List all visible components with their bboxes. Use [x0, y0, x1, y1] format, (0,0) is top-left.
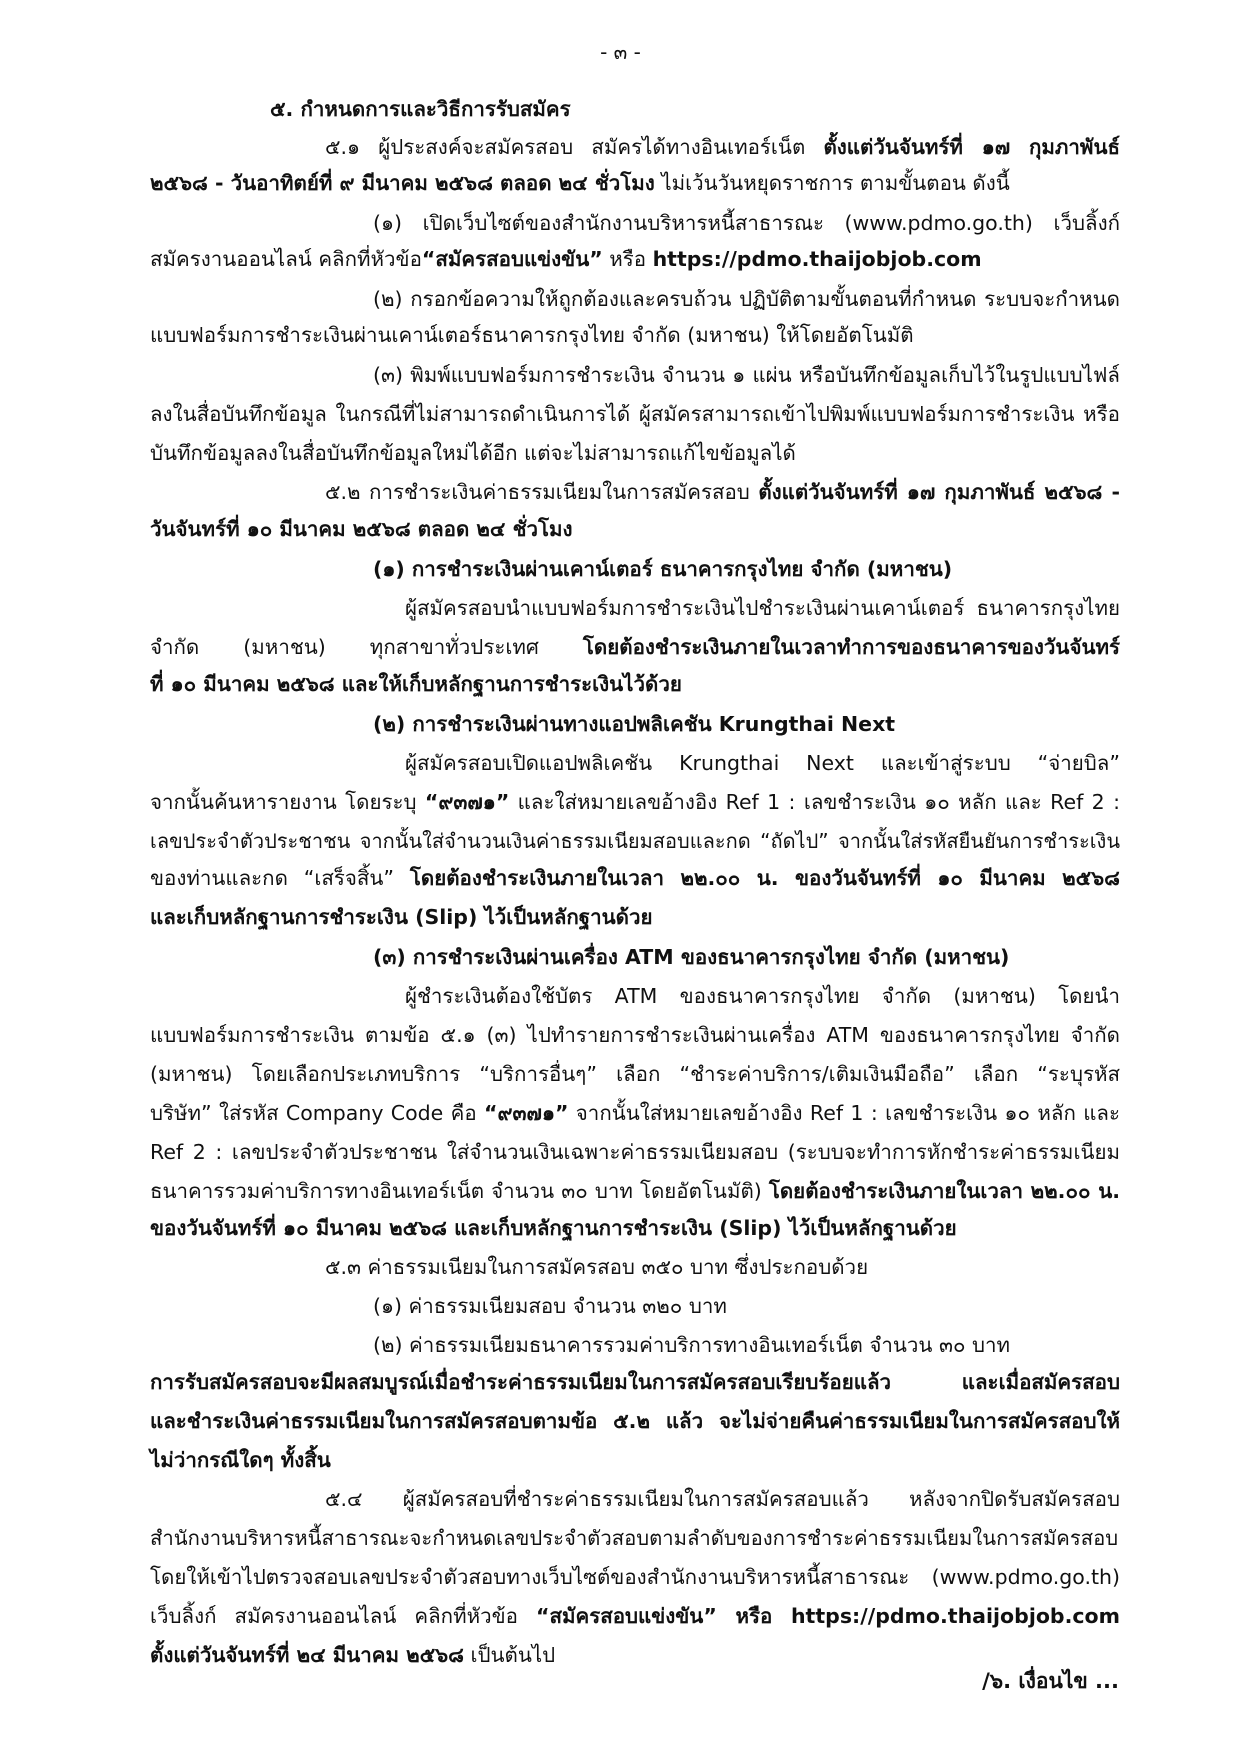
paragraph-line: ๕.๒ การชำระเงินค่าธรรมเนียมในการสมัครสอบ ตั้งแต่วันจันทร์ที่ ๑๗ กุมภาพันธ์ ๒๕๖๘ -	[325, 480, 1120, 504]
paragraph-line: แบบฟอร์มการชำระเงิน ตามข้อ ๕.๑ (๓) ไปทำรายการชำระเงินผ่านเครื่อง ATM ของธนาคารกรุงไทย จำกัด	[150, 1023, 1120, 1047]
paragraph-line: (มหาชน) โดยเลือกประเภทบริการ “บริการอื่นๆ” เลือก “ชำระค่าบริการ/เติมเงินมือถือ” เลือก “ระบุรหัส	[150, 1062, 1120, 1086]
paragraph-line: Ref 2 : เลขประจำตัวประชาชน ใส่จำนวนเงินเฉพาะค่าธรรมเนียมสอบ (ระบบจะทำการหักชำระค่าธรรมเนียม	[150, 1140, 1120, 1164]
list-item-line: (๒) กรอกข้อความให้ถูกต้องและครบถ้วน ปฏิบัติตามขั้นตอนที่กำหนด ระบบจะกำหนด	[373, 287, 1120, 311]
list-item-line: (๓) พิมพ์แบบฟอร์มการชำระเงิน จำนวน ๑ แผ่น หรือบันทึกข้อมูลเก็บไว้ในรูปแบบไฟล์	[373, 363, 1120, 387]
paragraph-line: ๒๕๖๘ - วันอาทิตย์ที่ ๙ มีนาคม ๒๕๖๘ ตลอด ๒๔ ชั่วโมง ไม่เว้นวันหยุดราชการ ตามขั้นตอน ดังนี้	[150, 171, 1010, 195]
paragraph-line: ผู้สมัครสอบนำแบบฟอร์มการชำระเงินไปชำระเงินผ่านเคาน์เตอร์ ธนาคารกรุงไทย	[405, 596, 1120, 620]
paragraph-line: ตั้งแต่วันจันทร์ที่ ๒๔ มีนาคม ๒๕๖๘ เป็นต้นไป	[150, 1643, 556, 1667]
subsection-title: (๑) การชำระเงินผ่านเคาน์เตอร์ ธนาคารกรุงไทย จำกัด (มหาชน)	[373, 557, 953, 581]
list-item-line: บันทึกข้อมูลลงในสื่อบันทึกข้อมูลใหม่ได้อีก แต่จะไม่สามารถแก้ไขข้อมูลได้	[150, 441, 796, 465]
paragraph-line: และเก็บหลักฐานการชำระเงิน (Slip) ไว้เป็นหลักฐานด้วย	[150, 905, 653, 929]
subsection-title: (๒) การชำระเงินผ่านทางแอปพลิเคชัน Krungthai Next	[373, 712, 896, 736]
paragraph-line: ที่ ๑๐ มีนาคม ๒๕๖๘ และให้เก็บหลักฐานการชำระเงินไว้ด้วย	[150, 672, 682, 696]
list-item-line: แบบฟอร์มการชำระเงินผ่านเคาน์เตอร์ธนาคารกรุงไทย จำกัด (มหาชน) ให้โดยอัตโนมัติ	[150, 323, 914, 347]
paragraph-line: โดยให้เข้าไปตรวจสอบเลขประจำตัวสอบทางเว็บไซต์ของสำนักงานบริหารหนี้สาธารณะ (www.pdmo.go.th)	[150, 1565, 1120, 1589]
list-item-line: (๒) ค่าธรรมเนียมธนาคารรวมค่าบริการทางอินเทอร์เน็ต จำนวน ๓๐ บาท	[373, 1333, 1011, 1357]
notice-line: การรับสมัครสอบจะมีผลสมบูรณ์เมื่อชำระค่าธรรมเนียมในการสมัครสอบเรียบร้อยแล้ว และเมื่อสมัครสอบ	[150, 1370, 1120, 1394]
subsection-title: (๓) การชำระเงินผ่านเครื่อง ATM ของธนาคารกรุงไทย จำกัด (มหาชน)	[373, 945, 1010, 969]
paragraph-line: ของวันจันทร์ที่ ๑๐ มีนาคม ๒๕๖๘ และเก็บหลักฐานการชำระเงิน (Slip) ไว้เป็นหลักฐานด้วย	[150, 1216, 957, 1240]
paragraph-line: ผู้ชำระเงินต้องใช้บัตร ATM ของธนาคารกรุงไทย จำกัด (มหาชน) โดยนำ	[405, 984, 1120, 1008]
page-number: - ๓ -	[600, 40, 641, 64]
paragraph-line: ของท่านและกด “เสร็จสิ้น” โดยต้องชำระเงินภายในเวลา ๒๒.๐๐ น. ของวันจันทร์ที่ ๑๐ มีนาคม ๒๕๖๘	[150, 866, 1120, 890]
list-item-line: ลงในสื่อบันทึกข้อมูล ในกรณีที่ไม่สามารถดำเนินการได้ ผู้สมัครสามารถเข้าไปพิมพ์แบบฟอร์มการชำระเงิน หรือ	[150, 402, 1120, 426]
paragraph-line: ธนาคารรวมค่าบริการทางอินเทอร์เน็ต จำนวน ๓๐ บาท โดยอัตโนมัติ) โดยต้องชำระเงินภายในเวลา ๒๒.๐๐ น.	[150, 1179, 1120, 1203]
notice-line: ไม่ว่ากรณีใดๆ ทั้งสิ้น	[150, 1448, 331, 1472]
paragraph-line: จำกัด (มหาชน) ทุกสาขาทั่วประเทศ โดยต้องชำระเงินภายในเวลาทำการของธนาคารของวันจันทร์	[150, 635, 1120, 659]
paragraph-line: ๕.๑ ผู้ประสงค์จะสมัครสอบ สมัครได้ทางอินเทอร์เน็ต ตั้งแต่วันจันทร์ที่ ๑๗ กุมภาพันธ์	[325, 135, 1120, 159]
paragraph-line: เลขประจำตัวประชาชน จากนั้นใส่จำนวนเงินค่าธรรมเนียมสอบและกด “ถัดไป” จากนั้นใส่รหัสยืนยันการชำระเงิน	[150, 829, 1120, 853]
paragraph-line: ๕.๓ ค่าธรรมเนียมในการสมัครสอบ ๓๕๐ บาท ซึ่งประกอบด้วย	[325, 1255, 869, 1279]
continuation-footer: /๖. เงื่อนไข ...	[982, 1669, 1119, 1693]
paragraph-line: สำนักงานบริหารหนี้สาธารณะจะกำหนดเลขประจำตัวสอบตามลำดับของการชำระค่าธรรมเนียมในการสมัครสอบ	[150, 1526, 1119, 1550]
notice-line: และชำระเงินค่าธรรมเนียมในการสมัครสอบตามข้อ ๕.๒ แล้ว จะไม่จ่ายคืนค่าธรรมเนียมในการสมัครสอบให้	[150, 1409, 1120, 1433]
list-item-line: สมัครงานออนไลน์ คลิกที่หัวข้อ“สมัครสอบแข่งขัน” หรือ https://pdmo.thaijobjob.com	[150, 247, 982, 271]
paragraph-line: เว็บลิ้งก์ สมัครงานออนไลน์ คลิกที่หัวข้อ “สมัครสอบแข่งขัน” หรือ https://pdmo.thaijobjob.com	[150, 1604, 1120, 1628]
section-heading: ๕. กำหนดการและวิธีการรับสมัคร	[270, 97, 571, 121]
paragraph-line: จากนั้นค้นหารายงาน โดยระบุ “๙๓๗๑” และใส่หมายเลขอ้างอิง Ref 1 : เลขชำระเงิน ๑๐ หลัก และ Ref 2 :	[150, 790, 1120, 814]
paragraph-line: วันจันทร์ที่ ๑๐ มีนาคม ๒๕๖๘ ตลอด ๒๔ ชั่วโมง	[150, 517, 573, 541]
list-item-line: (๑) เปิดเว็บไซต์ของสำนักงานบริหารหนี้สาธารณะ (www.pdmo.go.th) เว็บลิ้งก์	[373, 211, 1120, 235]
paragraph-line: บริษัท” ใส่รหัส Company Code คือ “๙๓๗๑” จากนั้นใส่หมายเลขอ้างอิง Ref 1 : เลขชำระเงิน ๑๐ หลัก และ	[150, 1101, 1120, 1125]
paragraph-line: ผู้สมัครสอบเปิดแอปพลิเคชัน Krungthai Next และเข้าสู่ระบบ “จ่ายบิล”	[405, 751, 1120, 775]
paragraph-line: ๕.๔ ผู้สมัครสอบที่ชำระค่าธรรมเนียมในการสมัครสอบแล้ว หลังจากปิดรับสมัครสอบ	[325, 1487, 1120, 1511]
list-item-line: (๑) ค่าธรรมเนียมสอบ จำนวน ๓๒๐ บาท	[373, 1294, 727, 1318]
